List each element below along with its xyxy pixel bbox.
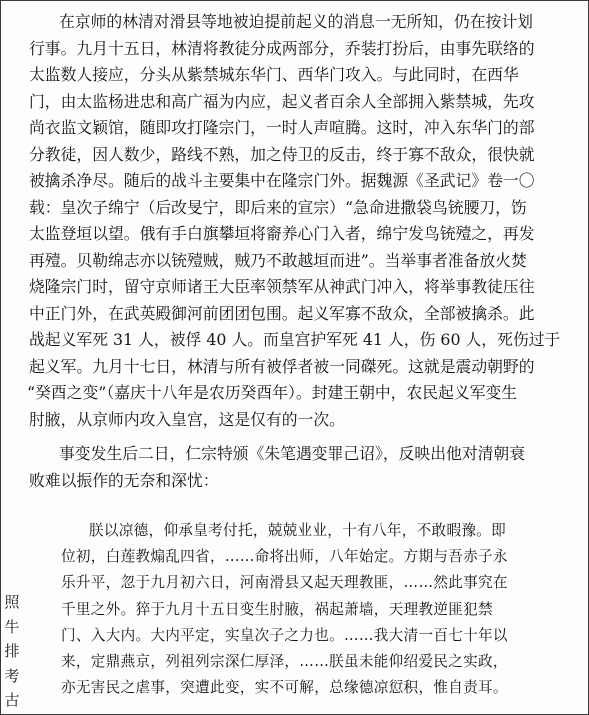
quote-line: 乐升平，忽于九月初六日，河南滑县又起天理教匪，……然此事究在: [61, 574, 508, 592]
paragraph-line: 肘腋，从京师内攻入皇宫，这是仅有的一次。: [29, 409, 345, 429]
paragraph-line: 载：皇次子绵宁（后改旻宁，即后来的宣宗）“急命进撒袋鸟铳腰刀，饬: [29, 197, 527, 217]
paragraph-line: “癸酉之变”（嘉庆十八年是农历癸酉年）。封建王朝中，农民起义军变生: [27, 383, 518, 402]
paragraph-line: 尚衣监文颖馆，随即攻打隆宗门，一时人声喧腾。这时，冲入东华门的部: [29, 118, 535, 137]
quote-line: 来，定鼎燕京，列祖列宗深仁厚泽，……朕虽未能仰绍爱民之实政，: [61, 652, 508, 670]
quote-line: 亦无害民之虐事，突遭此变，实不可解，总缘德凉愆积，惟自责耳。: [61, 679, 508, 697]
paragraph-line: 太监数人接应，分头从紫禁城东华门、西华门攻入。与此同时，在西华: [29, 65, 519, 84]
main-text: [29, 9, 577, 494]
stamp-char: 古: [4, 691, 20, 709]
paragraph-line: 行事。九月十五日，林清将教徒分成两部分，乔装打扮后，由事先联络的: [29, 38, 535, 58]
paragraph-line: 起义军。九月十七日，林清与所有被俘者被一同磔死。这就是震动朝野的: [29, 356, 535, 376]
paragraph-line: 中正门外，在武英殿御河前团团包围。起义军寡不敌众，全部被擒杀。此: [29, 303, 535, 323]
quote-line: 朕以凉德，仰承皇考付托，兢兢业业，十有八年，不敢暇豫。即: [89, 522, 507, 539]
paragraph-line: 败难以振作的无奈和深忧：: [29, 470, 219, 490]
paragraph-line: 战起义军死 31 人，被俘 40 人。而皇宫护军死 41 人，伤 60 人，死伤过于: [29, 330, 561, 349]
quote-line: 千里之外。猝于九月十五日变生肘腋，祸起萧墙，天理教逆匪犯禁: [61, 600, 493, 618]
paragraph-line: 烧隆宗门时，留守京师诸王大臣率领禁军从神武门冲入，将举事教徒压往: [29, 277, 535, 296]
paragraph-line: 被擒杀净尽。随后的战斗主要集中在隆宗门外。据魏源《圣武记》卷一〇: [29, 171, 535, 190]
paragraph-line: 事变发生后二日，仁宗特颁《朱笔遇变罪己诏》，反映出他对清朝衰: [59, 444, 526, 463]
paragraph-line: 分教徒，因人数少，路线不熟，加之侍卫的反击，终于寡不敌众，很快就: [29, 144, 535, 164]
stamp-char: 排: [4, 642, 20, 660]
edict-quote: [61, 518, 581, 701]
quote-line: 位初，白莲教煽乱四省，……命将出师，八年始定。方期与吾赤子永: [61, 548, 508, 566]
paragraph-line: 在京师的林清对滑县等地被迫提前起义的消息一无所知，仍在按计划: [59, 12, 533, 31]
stamp-char: 考: [4, 666, 20, 685]
quote-line: 门、入大内。大内平定，实皇次子之力也。……我大清一百七十年以: [61, 626, 508, 644]
stamp-char: 牛: [4, 617, 20, 636]
paragraph-line: 再殪。贝勒绵志亦以铳殪贼，贼乃不敢越垣而进”。当举事者准备放火焚: [29, 250, 527, 270]
side-stamp: [2, 590, 22, 713]
stamp-char: 照: [4, 593, 20, 611]
paragraph-line: 太监登垣以望。俄有手白旗攀垣将窬养心门入者，绵宁发鸟铳殪之，再发: [29, 224, 535, 243]
paragraph-line: 门，由太监杨进忠和高广福为内应，起义者百余人全部拥入紫禁城，先攻: [29, 91, 535, 111]
